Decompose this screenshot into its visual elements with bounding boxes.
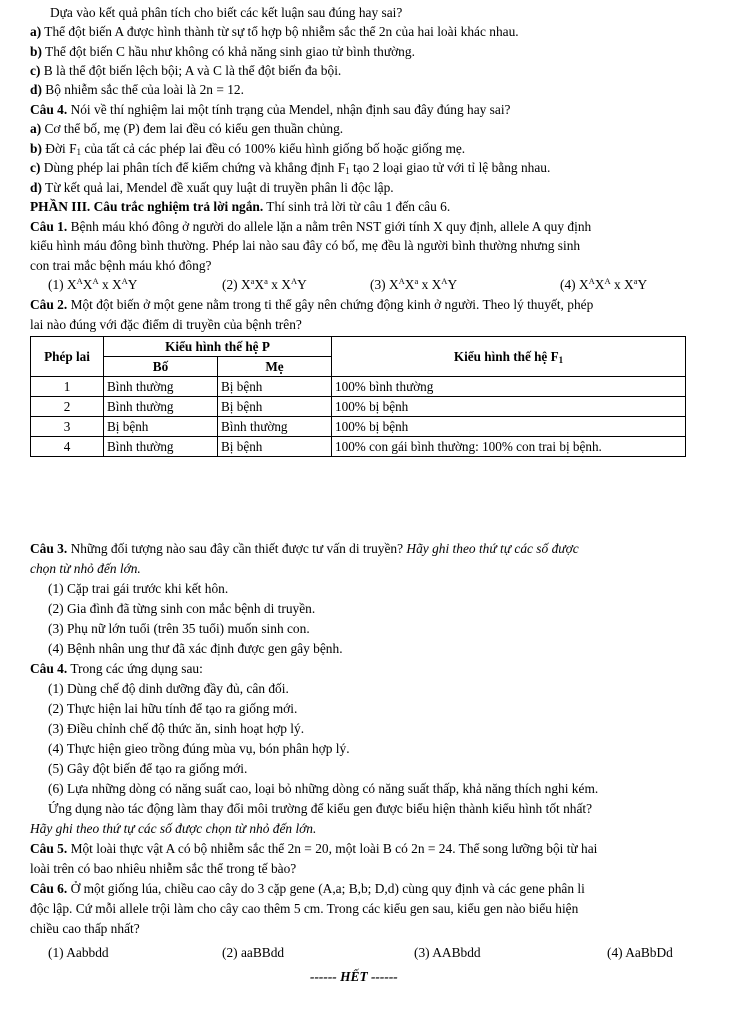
question-1-line-3: con trai mắc bệnh máu khó đông? [30, 258, 212, 273]
q1-option-2: (2) $X^aX^a$ x $X^AY$ [222, 276, 307, 292]
table-header-row [31, 337, 686, 357]
q3-item-a: a) Thể đột biến A được hình thành từ sự tổ hợp bộ nhiễm sắc thể 2n của hai loài khác nhau. [30, 24, 519, 39]
q3-list-item: (2) Gia đình đã từng sinh con mắc bệnh di truyền. [48, 601, 316, 616]
table-row: 1 Bình thường Bị bệnh 100% bình thường [31, 377, 686, 397]
question-2-line-2: lai nào đúng với đặc điểm di truyền của bệnh trên? [30, 317, 302, 332]
q4b-list-item: (3) Điều chỉnh chế độ thức ăn, sinh hoạt hợp lý. [48, 721, 305, 736]
question-6-line-1: Câu 6. Ở một giống lúa, chiều cao cây do 3 cặp gene (A,a; B,b; D,d) cùng quy định và các gene phân li [30, 881, 585, 896]
q4b-list-item: (4) Thực hiện gieo trồng đúng mùa vụ, bón phân hợp lý. [48, 741, 350, 756]
header-parent: Kiểu hình thế hệ P [104, 337, 332, 357]
part-3-heading: PHẦN III. Câu trắc nghiệm trả lời ngắn. Thí sinh trả lời từ câu 1 đến câu 6. [30, 199, 451, 214]
q3-list-item: (1) Cặp trai gái trước khi kết hôn. [48, 581, 229, 596]
q4b-instruction: Hãy ghi theo thứ tự các số được chọn từ nhỏ đến lớn. [30, 821, 317, 836]
header-f1: Kiểu hình thế hệ $F_1$ [332, 337, 686, 377]
question-3-line-2: chọn từ nhỏ đến lớn. [30, 561, 141, 576]
intro-text: Dựa vào kết quả phân tích cho biết các kết luận sau đúng hay sai? [50, 5, 403, 20]
table-row: 4 Bình thường Bị bệnh 100% con gái bình thường: 100% con trai bị bệnh. [31, 437, 686, 457]
question-1-line-1: Câu 1. Bệnh máu khó đông ở người do allele lặn a nằm trên NST giới tính X quy định, allele A quy định [30, 219, 592, 234]
q4b-list-item: (1) Dùng chế độ dinh dưỡng đầy đủ, cân đối. [48, 681, 289, 696]
question-6-line-2: độc lập. Cứ mỗi allele trội làm cho cây cao thêm 5 cm. Trong các kiểu gen sau, kiểu gen nào biểu hiện [30, 901, 579, 916]
q4b-list-item: (2) Thực hiện lai hữu tính để tạo ra giống mới. [48, 701, 298, 716]
table-row: 3 Bị bệnh Bình thường 100% bị bệnh [31, 417, 686, 437]
header-father: Bố [104, 357, 218, 377]
question-4-stem: Câu 4. Nói về thí nghiệm lai một tính trạng của Mendel, nhận định sau đây đúng hay sai? [30, 102, 511, 117]
cross-table [30, 336, 686, 457]
end-marker: ------ HẾT ------ [310, 969, 398, 984]
q3-list-item: (3) Phụ nữ lớn tuổi (trên 35 tuổi) muốn sinh con. [48, 621, 310, 636]
q1-option-1: (1) $X^AX^A$ x $X^AY$ [48, 276, 138, 292]
q4-item-b: b) Đời $F_1$ của tất cả các phép lai đều có 100% kiểu hình giống bố hoặc giống mẹ. [30, 141, 466, 157]
q4-item-d: d) Từ kết quả lai, Mendel đề xuất quy luật di truyền phân li độc lập. [30, 180, 394, 195]
q4-item-a: a) Cơ thể bố, mẹ (P) đem lai đều có kiểu gen thuần chủng. [30, 121, 344, 136]
question-5-line-2: loài trên có bao nhiêu nhiễm sắc thể trong tế bào? [30, 861, 297, 876]
question-5-line-1: Câu 5. Một loài thực vật A có bộ nhiễm sắc thể 2n = 20, một loài B có 2n = 24. Thể song lưỡng bội từ hai [30, 841, 598, 856]
q6-option-4: (4) AaBbDd [607, 945, 673, 960]
question-2-line-1: Câu 2. Một đột biến ở một gene nằm trong ti thể gây nên chứng động kinh ở người. Theo lý thuyết, phép [30, 297, 594, 312]
question-6-line-3: chiều cao thấp nhất? [30, 921, 140, 936]
q6-option-3: (3) AABbdd [414, 945, 481, 960]
question-4b-stem: Câu 4. Trong các ứng dụng sau: [30, 661, 203, 676]
q1-option-3: (3) $X^AX^a$ x $X^AY$ [370, 276, 458, 292]
q3-list-item: (4) Bệnh nhân ung thư đã xác định được gen gây bệnh. [48, 641, 343, 656]
q3-item-b: b) Thể đột biến C hầu như không có khả năng sinh giao tử bình thường. [30, 44, 415, 59]
question-3-line-1: Câu 3. Những đối tượng nào sau đây cần thiết được tư vấn di truyền? Hãy ghi theo thứ tự các số được [30, 541, 579, 556]
q3-item-d: d) Bộ nhiễm sắc thể của loài là 2n = 12. [30, 82, 244, 97]
header-cross: Phép lai [31, 337, 104, 377]
header-mother: Mẹ [218, 357, 332, 377]
q1-option-4: (4) $X^AX^A$ x $X^aY$ [560, 276, 648, 292]
q6-option-1: (1) Aabbdd [48, 945, 109, 960]
q4b-question: Ứng dụng nào tác động làm thay đổi môi trường để kiểu gen được biểu hiện thành kiểu hình tốt nhất? [48, 801, 593, 816]
q4-item-c: c) Dùng phép lai phân tích để kiểm chứng và khẳng định $F_1$ tạo 2 loại giao tử với tỉ lệ bằng nhau. [30, 160, 551, 176]
q4b-list-item: (6) Lựa những dòng có năng suất cao, loại bỏ những dòng có năng suất thấp, khả năng thích nghi kém. [48, 781, 599, 796]
q4b-list-item: (5) Gây đột biến để tạo ra giống mới. [48, 761, 248, 776]
table-row: 2 Bình thường Bị bệnh 100% bị bệnh [31, 397, 686, 417]
q3-item-c: c) B là thể đột biến lệch bội; A và C là thể đột biến đa bội. [30, 63, 342, 78]
question-1-line-2: kiểu hình máu đông bình thường. Phép lai nào sau đây có bố, mẹ đều là người bình thường nhưng sinh [30, 238, 581, 253]
q6-option-2: (2) aaBBdd [222, 945, 285, 960]
